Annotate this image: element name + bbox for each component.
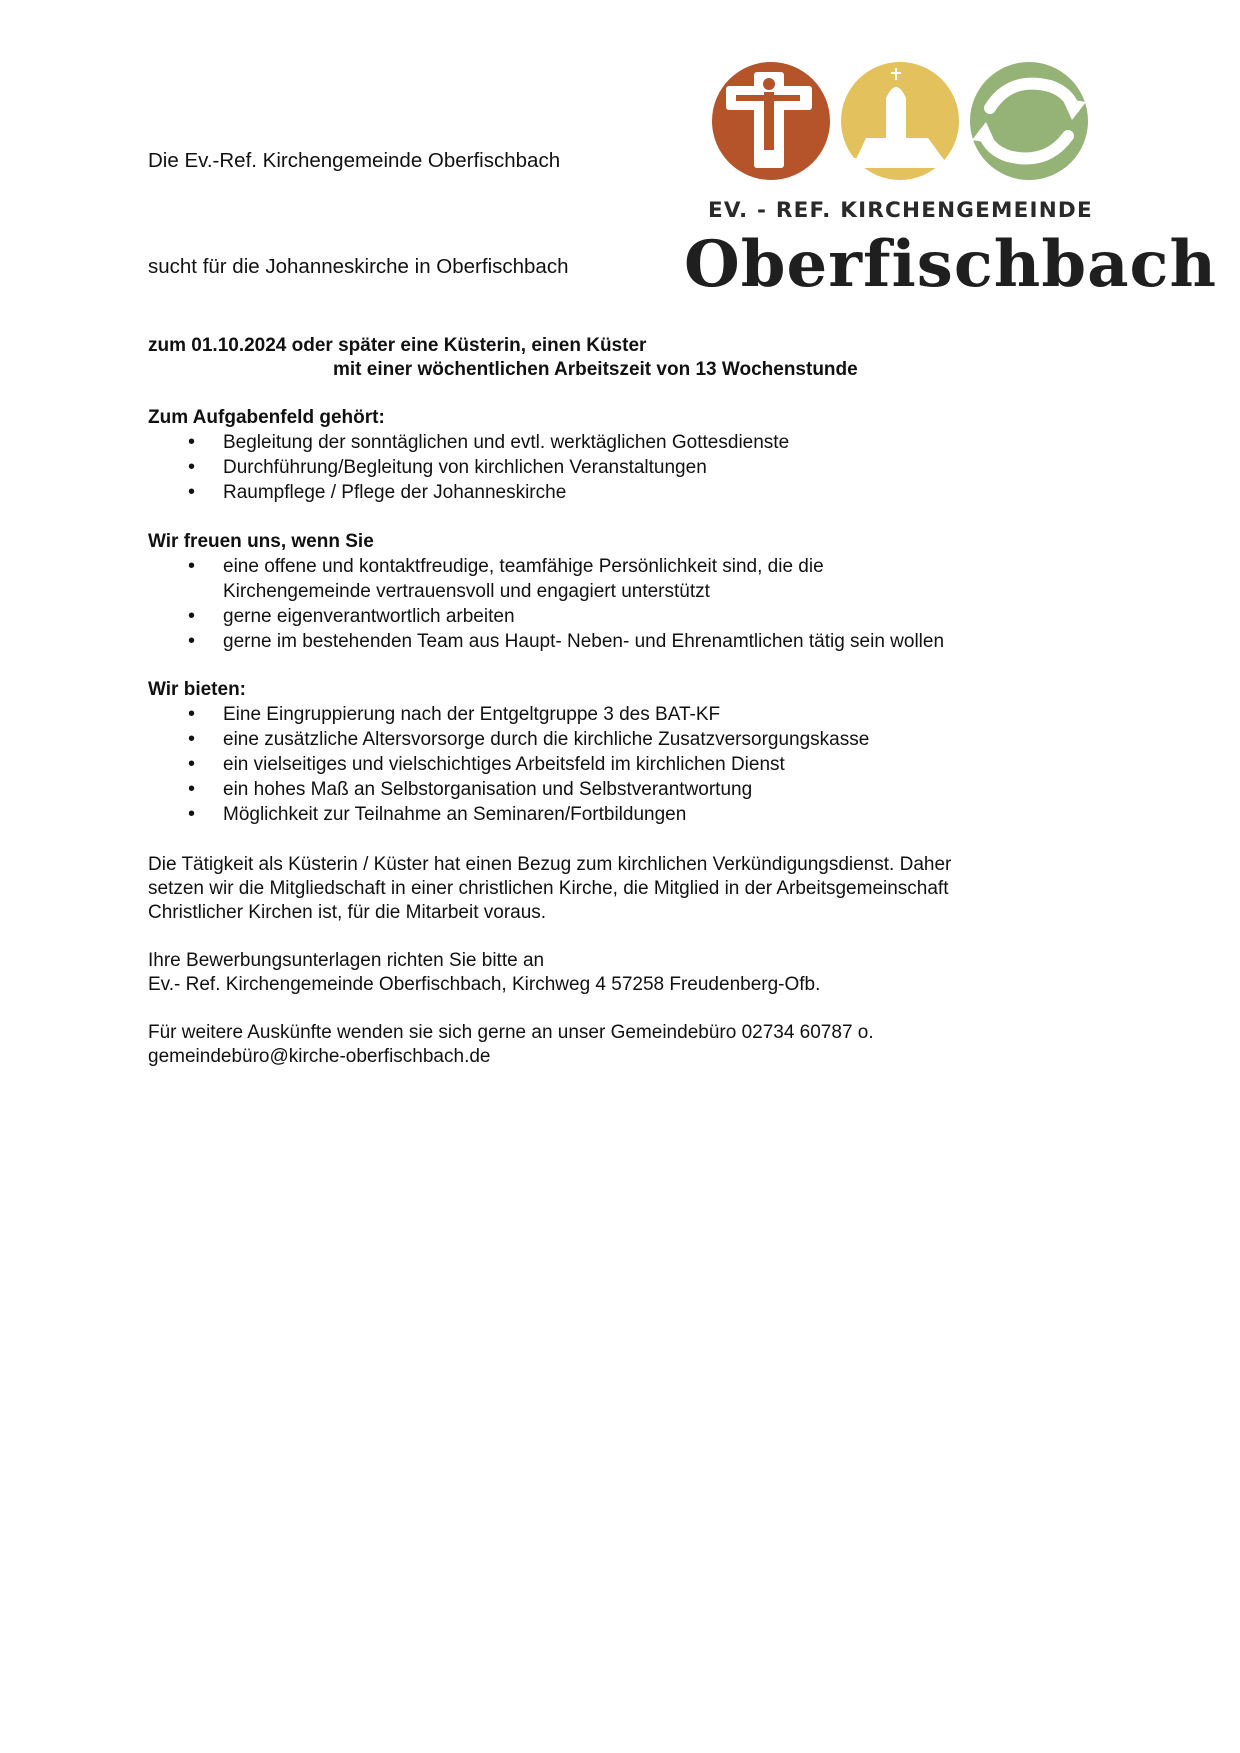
- church-logo: [684, 58, 1218, 308]
- contact-email: gemeindebüro@kirche-oberfischbach.de: [148, 1046, 491, 1067]
- wishes-heading: Wir freuen uns, wenn Sie: [148, 531, 374, 552]
- offer-heading: Wir bieten:: [148, 679, 246, 700]
- list-item: • Raumpflege / Pflege der Johanneskirche: [148, 480, 1108, 505]
- contact-line: Für weitere Auskünfte wenden sie sich gerne an unser Gemeindebüro 02734 60787 o.: [148, 1022, 874, 1043]
- org-intro-line: Die Ev.-Ref. Kirchengemeinde Oberfischbach: [148, 149, 561, 172]
- application-address: Ev.- Ref. Kirchengemeinde Oberfischbach, Kirchweg 4 57258 Freudenberg-Ofb.: [148, 974, 821, 995]
- list-item: • ein hohes Maß an Selbstorganisation und Selbstverantwortung: [148, 777, 1108, 802]
- offer-list: [148, 702, 1108, 827]
- list-item-line: Kirchengemeinde vertrauensvoll und engagiert unterstützt: [223, 581, 710, 602]
- list-item: • eine zusätzliche Altersvorsorge durch die kirchliche Zusatzversorgungskasse: [148, 727, 1108, 752]
- logo-emblem: [690, 58, 1130, 188]
- tasks-heading: Zum Aufgabenfeld gehört:: [148, 407, 385, 428]
- paragraph-line: Die Tätigkeit als Küsterin / Küster hat einen Bezug zum kirchlichen Verkündigungsdienst. Daher: [148, 854, 952, 875]
- list-item-line: • eine offene und kontaktfreudige, teamfähige Persönlichkeit sind, die die: [223, 556, 824, 577]
- list-item: • gerne eigenverantwortlich arbeiten: [148, 604, 1108, 629]
- application-block: [148, 949, 820, 997]
- list-item: • Durchführung/Begleitung von kirchlichen Veranstaltungen: [148, 455, 1108, 480]
- list-item: • gerne im bestehenden Team aus Haupt- Neben- und Ehrenamtlichen tätig sein wollen: [148, 629, 1108, 654]
- list-item: [148, 554, 1108, 604]
- list-item: • Begleitung der sonntäglichen und evtl. werktäglichen Gottesdienste: [148, 430, 1108, 455]
- logo-subtitle: EV. - REF. KIRCHENGEMEINDE: [708, 198, 1093, 223]
- contact-block: [148, 1021, 874, 1069]
- paragraph-line: Christlicher Kirchen ist, für die Mitarbeit voraus.: [148, 902, 547, 923]
- list-item: • Möglichkeit zur Teilnahme an Seminaren/Fortbildungen: [148, 802, 1108, 827]
- list-item: • ein vielseitiges und vielschichtiges Arbeitsfeld im kirchlichen Dienst: [148, 752, 1108, 777]
- wishes-list: [148, 554, 1108, 654]
- position-line-2: mit einer wöchentlichen Arbeitszeit von 13 Wochenstunde: [333, 359, 858, 380]
- list-item: • Eine Eingruppierung nach der Entgeltgruppe 3 des BAT-KF: [148, 702, 1108, 727]
- paragraph-line: setzen wir die Mitgliedschaft in einer christlichen Kirche, die Mitglied in der Arbeitsgemeinschaft: [148, 878, 949, 899]
- application-line: Ihre Bewerbungsunterlagen richten Sie bitte an: [148, 950, 545, 971]
- search-intro-line: sucht für die Johanneskirche in Oberfischbach: [148, 255, 569, 278]
- position-line-1: zum 01.10.2024 oder später eine Küsterin, einen Küster: [148, 335, 647, 356]
- tasks-list: [148, 430, 1108, 505]
- requirement-paragraph: [148, 853, 1094, 925]
- logo-wordmark: Oberfischbach: [684, 227, 1218, 302]
